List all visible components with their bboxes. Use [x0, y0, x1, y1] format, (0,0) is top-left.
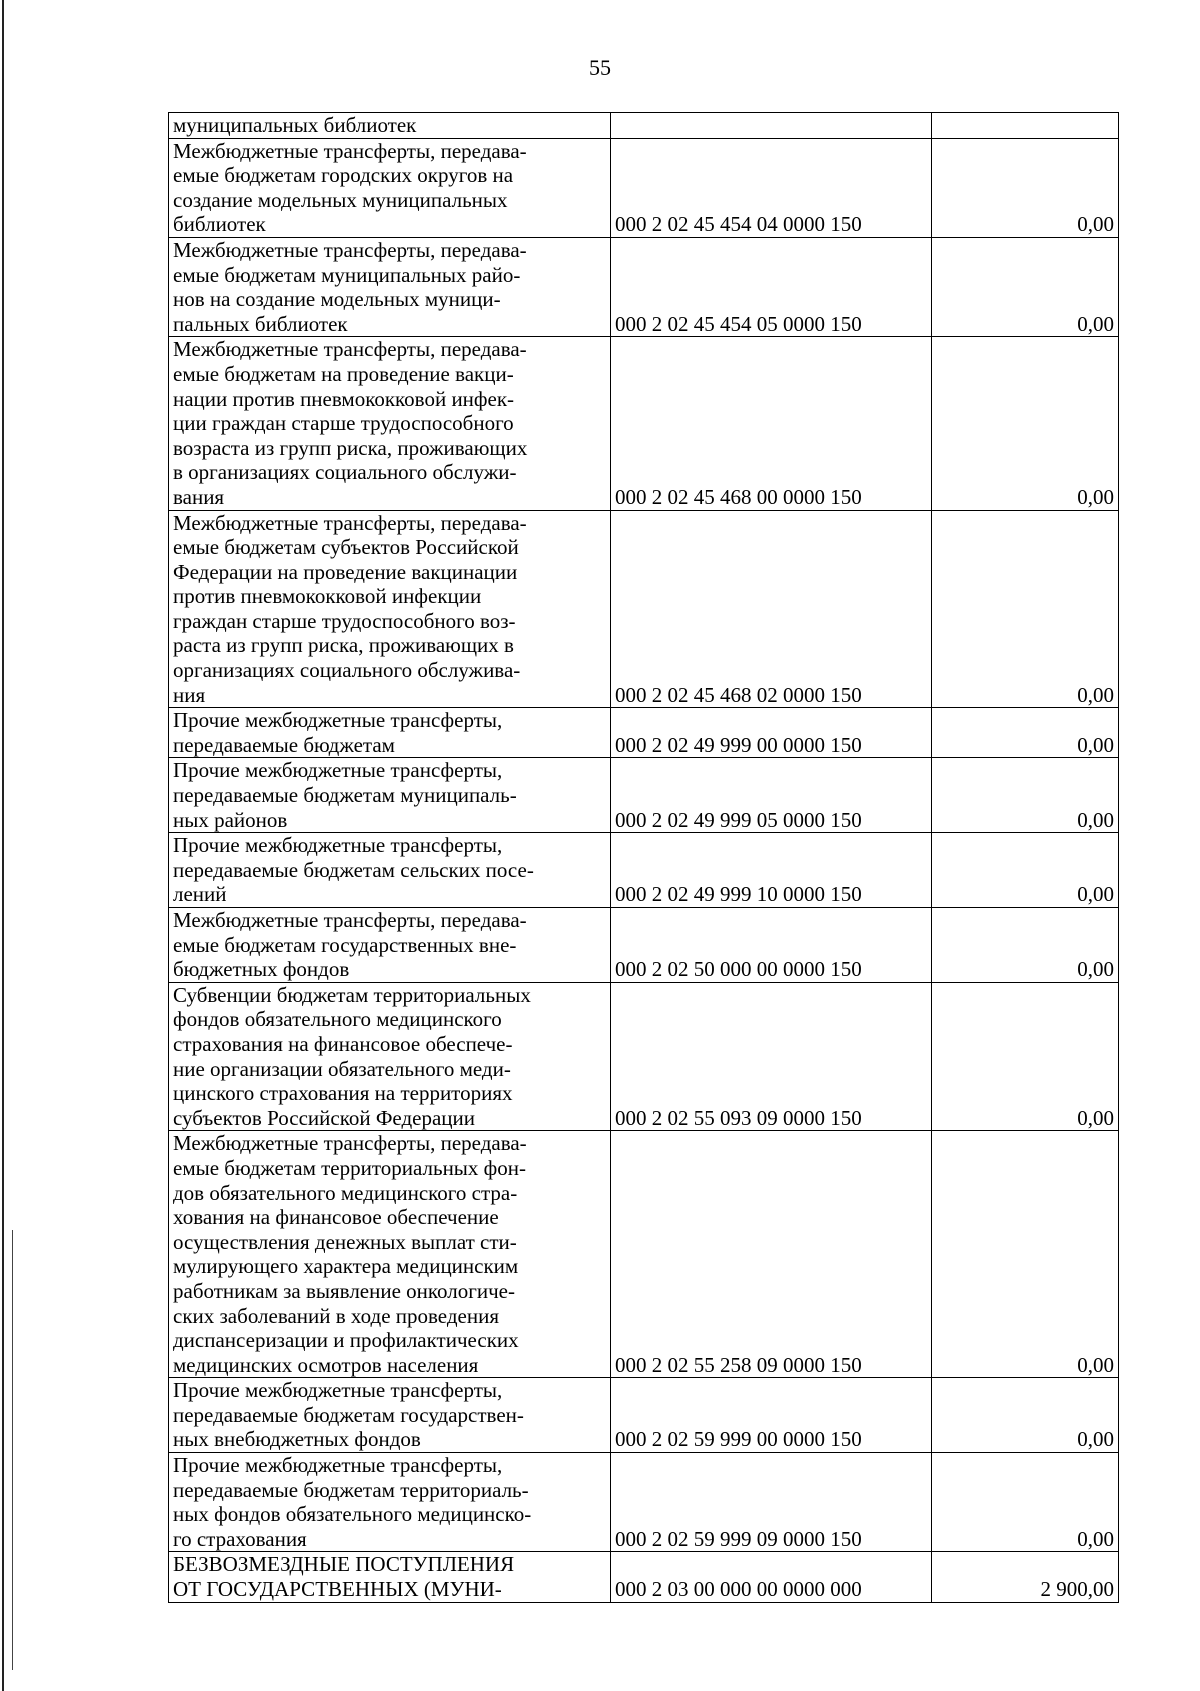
revenue-item-name-line: ции граждан старше трудоспособного	[173, 411, 514, 436]
revenue-item-name-line: передаваемые бюджетам государствен-	[173, 1402, 524, 1427]
amount-value: 0,00	[932, 1131, 1119, 1378]
revenue-item-name-line: диспансеризации и профилактических	[173, 1328, 519, 1353]
revenue-item-name-line: емые бюджетам на проведение вакци-	[173, 361, 514, 386]
revenue-item-name-line: Прочие межбюджетные трансферты,	[173, 758, 503, 783]
table-row	[169, 237, 1119, 336]
budget-classification-code: 000 2 02 45 468 02 0000 150	[611, 510, 932, 708]
revenue-item-name-line: лений	[173, 882, 227, 907]
revenue-item-name	[169, 138, 611, 237]
table-body	[169, 113, 1119, 1603]
table-row	[169, 1552, 1119, 1602]
revenue-item-name	[169, 337, 611, 510]
revenue-item-name-line: мулирующего характера медицинским	[173, 1254, 519, 1279]
revenue-item-name-line: цинского страхования на территориях	[173, 1081, 513, 1106]
budget-classification-code: 000 2 02 49 999 00 0000 150	[611, 708, 932, 758]
revenue-item-name-line: Межбюджетные трансферты, передава-	[173, 510, 527, 535]
revenue-item-name-line: создание модельных муниципальных	[173, 187, 508, 212]
revenue-item-name-line: передаваемые бюджетам сельских посе-	[173, 857, 534, 882]
amount-value: 0,00	[932, 337, 1119, 510]
revenue-item-name-line: ния	[173, 682, 206, 707]
revenue-item-name-line: против пневмококковой инфекции	[173, 584, 482, 609]
amount-value: 0,00	[932, 1378, 1119, 1453]
revenue-item-name	[169, 908, 611, 983]
revenue-item-name-line: Прочие межбюджетные трансферты,	[173, 708, 503, 733]
revenue-item-name-line: Прочие межбюджетные трансферты,	[173, 1378, 503, 1403]
revenue-item-name-line: ских заболеваний в ходе проведения	[173, 1303, 499, 1328]
revenue-item-name-line: вания	[173, 484, 225, 509]
amount-value: 2 900,00	[932, 1552, 1119, 1602]
revenue-item-name-line: раста из групп риска, проживающих в	[173, 633, 514, 658]
revenue-item-name-line: работникам за выявление онкологиче-	[173, 1278, 515, 1303]
budget-classification-code: 000 2 02 45 454 05 0000 150	[611, 237, 932, 336]
table-row	[169, 337, 1119, 510]
revenue-item-name-line: передаваемые бюджетам территориаль-	[173, 1477, 529, 1502]
revenue-item-name-line: Межбюджетные трансферты, передава-	[173, 237, 527, 262]
revenue-item-name-line: организациях социального обслужива-	[173, 658, 521, 683]
amount-value: 0,00	[932, 237, 1119, 336]
revenue-item-name	[169, 237, 611, 336]
revenue-item-name-line: нации против пневмококковой инфек-	[173, 386, 515, 411]
revenue-item-name	[169, 1453, 611, 1552]
revenue-item-name-line: нов на создание модельных муници-	[173, 287, 501, 312]
revenue-item-name-line: Прочие межбюджетные трансферты,	[173, 1453, 503, 1478]
amount-value: 0,00	[932, 982, 1119, 1131]
revenue-item-name-line: ных внебюджетных фондов	[173, 1427, 421, 1452]
revenue-item-name-line: хования на финансовое обеспечение	[173, 1205, 499, 1230]
revenue-item-name	[169, 1378, 611, 1453]
revenue-item-name-line: Субвенции бюджетам территориальных	[173, 982, 531, 1007]
table-row	[169, 982, 1119, 1131]
budget-classification-code: 000 2 02 55 093 09 0000 150	[611, 982, 932, 1131]
budget-classification-code: 000 2 03 00 000 00 0000 000	[611, 1552, 932, 1602]
budget-classification-code: 000 2 02 59 999 09 0000 150	[611, 1453, 932, 1552]
revenue-item-name-line: Прочие межбюджетные трансферты,	[173, 833, 503, 858]
revenue-item-name	[169, 510, 611, 708]
amount-value: 0,00	[932, 510, 1119, 708]
revenue-item-name-line: БЕЗВОЗМЕЗДНЫЕ ПОСТУПЛЕНИЯ	[173, 1552, 515, 1577]
revenue-item-name-line: ных районов	[173, 807, 288, 832]
amount-value: 0,00	[932, 758, 1119, 833]
table-row	[169, 1378, 1119, 1453]
revenue-item-name-line: медицинских осмотров населения	[173, 1352, 479, 1377]
budget-classification-code: 000 2 02 55 258 09 0000 150	[611, 1131, 932, 1378]
revenue-item-name-line: передаваемые бюджетам	[173, 732, 395, 757]
revenue-item-name-line: емые бюджетам городских округов на	[173, 163, 514, 188]
budget-classification-code: 000 2 02 45 454 04 0000 150	[611, 138, 932, 237]
revenue-item-name-line: емые бюджетам субъектов Российской	[173, 535, 519, 560]
table-row	[169, 1453, 1119, 1552]
budget-classification-code: 000 2 02 45 468 00 0000 150	[611, 337, 932, 510]
revenue-item-name-line: муниципальных библиотек	[173, 113, 417, 137]
revenue-item-name-line: субъектов Российской Федерации	[173, 1105, 476, 1130]
revenue-item-name-line: ОТ ГОСУДАРСТВЕННЫХ (МУНИ-	[173, 1577, 502, 1602]
binding-edge-line-secondary	[12, 1230, 13, 1670]
revenue-item-name	[169, 1131, 611, 1378]
revenue-item-name-line: го страхования	[173, 1526, 307, 1551]
revenue-item-name-line: передаваемые бюджетам муниципаль-	[173, 783, 517, 808]
revenue-item-name-line: Межбюджетные трансферты, передава-	[173, 908, 527, 932]
table-row	[169, 833, 1119, 908]
revenue-item-name-line: Межбюджетные трансферты, передава-	[173, 337, 527, 362]
revenue-item-name-line: Федерации на проведение вакцинации	[173, 559, 518, 584]
revenue-item-name-line: Межбюджетные трансферты, передава-	[173, 138, 527, 163]
revenue-item-name	[169, 758, 611, 833]
page-number: 55	[589, 55, 611, 80]
revenue-item-name	[169, 833, 611, 908]
revenue-item-name-line: емые бюджетам муниципальных райо-	[173, 262, 521, 287]
revenue-item-name-line: фондов обязательного медицинского	[173, 1007, 502, 1032]
table-row	[169, 138, 1119, 237]
revenue-item-name-line: осуществления денежных выплат сти-	[173, 1229, 517, 1254]
table-row	[169, 908, 1119, 983]
amount-value: 0,00	[932, 708, 1119, 758]
revenue-item-name-line: Межбюджетные трансферты, передава-	[173, 1131, 527, 1156]
revenue-item-name-line: ние организации обязательного меди-	[173, 1056, 511, 1081]
table-row	[169, 1131, 1119, 1378]
revenue-item-name	[169, 708, 611, 758]
budget-classification-code	[611, 113, 932, 139]
revenue-item-name-line: бюджетных фондов	[173, 957, 350, 982]
revenue-item-name-line: граждан старше трудоспособного воз-	[173, 608, 516, 633]
budget-classification-code: 000 2 02 50 000 00 0000 150	[611, 908, 932, 983]
table-row	[169, 758, 1119, 833]
revenue-item-name-line: библиотек	[173, 212, 266, 237]
amount-value: 0,00	[932, 1453, 1119, 1552]
revenue-item-name	[169, 982, 611, 1131]
budget-classification-code: 000 2 02 59 999 00 0000 150	[611, 1378, 932, 1453]
revenue-item-name-line: емые бюджетам государственных вне-	[173, 932, 517, 957]
revenue-item-name-line: дов обязательного медицинского стра-	[173, 1180, 518, 1205]
revenue-item-name-line: в организациях социального обслужи-	[173, 460, 517, 485]
revenue-item-name	[169, 1552, 611, 1602]
revenue-item-name-line: емые бюджетам территориальных фон-	[173, 1155, 527, 1180]
binding-edge-line	[2, 0, 4, 1691]
revenue-item-name-line: пальных библиотек	[173, 311, 348, 336]
table-row	[169, 113, 1119, 139]
amount-value: 0,00	[932, 908, 1119, 983]
table-row	[169, 708, 1119, 758]
budget-classification-code: 000 2 02 49 999 05 0000 150	[611, 758, 932, 833]
budget-revenue-table	[168, 112, 1119, 1603]
revenue-item-name-line: страхования на финансовое обеспече-	[173, 1031, 513, 1056]
budget-classification-code: 000 2 02 49 999 10 0000 150	[611, 833, 932, 908]
revenue-item-name-line: возраста из групп риска, проживающих	[173, 435, 528, 460]
table-row	[169, 510, 1119, 708]
revenue-item-name-line: ных фондов обязательного медицинско-	[173, 1502, 532, 1527]
amount-value	[932, 113, 1119, 139]
amount-value: 0,00	[932, 138, 1119, 237]
amount-value: 0,00	[932, 833, 1119, 908]
revenue-item-name	[169, 113, 611, 139]
